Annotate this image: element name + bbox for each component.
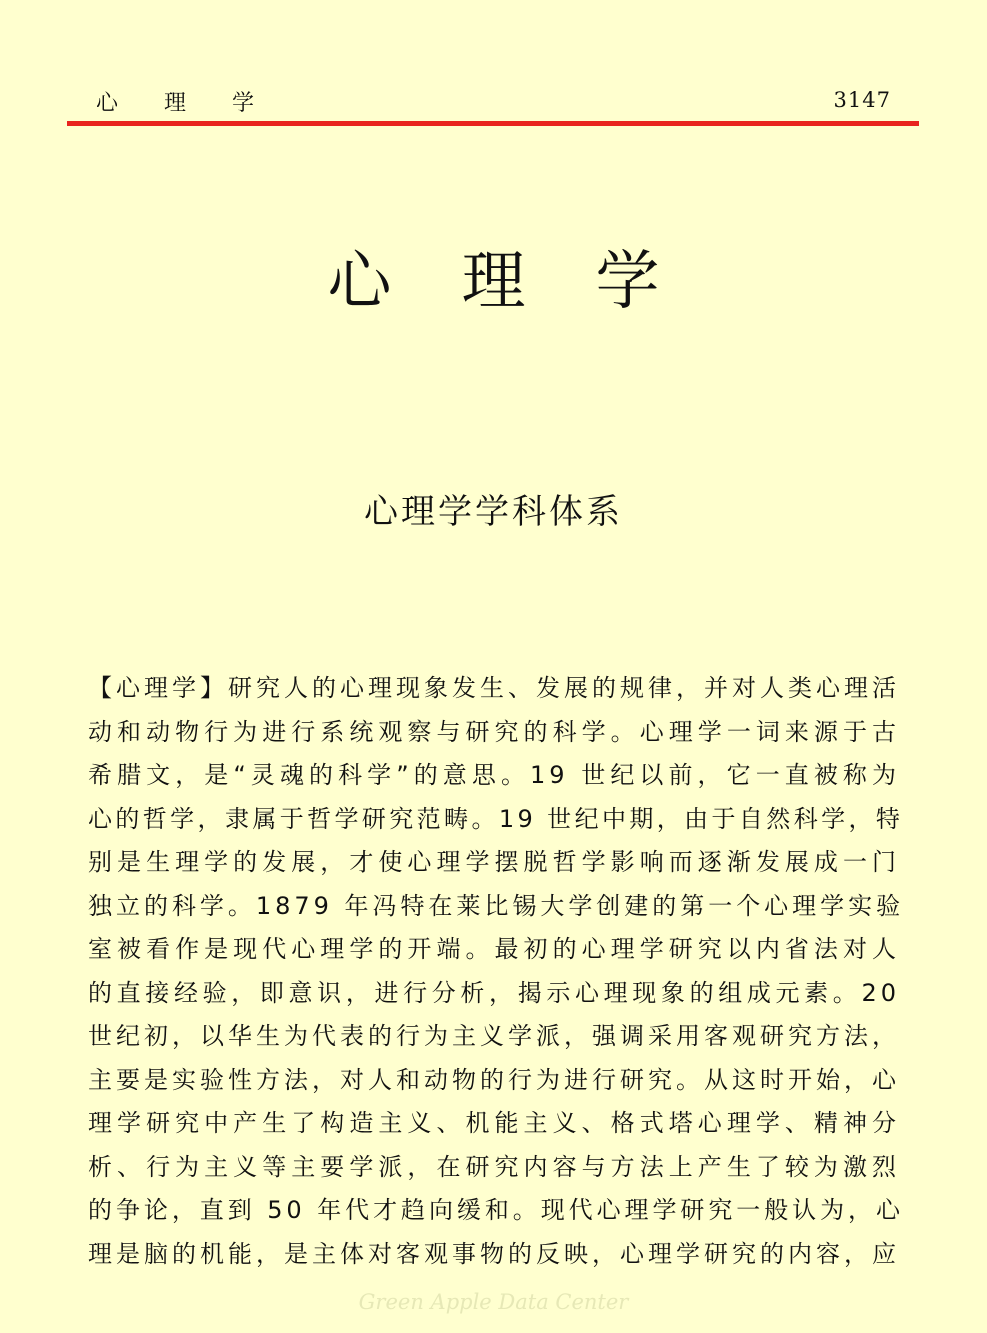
body-line: 心的哲学，隶属于哲学研究范畴。19 世纪中期，由于自然科学，特 — [88, 804, 904, 833]
section-title: 心理学学科体系 — [364, 492, 623, 532]
body-line: 世纪初，以华生为代表的行为主义学派，强调采用客观研究方法， — [88, 1022, 900, 1050]
page-number: 3147 — [833, 88, 891, 112]
body-line: 的争论，直到 50 年代才趋向缓和。现代心理学研究一般认为，心 — [88, 1196, 904, 1224]
body-line: 主要是实验性方法，对人和动物的行为进行研究。从这时开始，心 — [88, 1065, 900, 1094]
running-header — [96, 86, 891, 116]
body-line: 理学研究中产生了构造主义、机能主义、格式塔心理学、精神分 — [88, 1109, 900, 1137]
body-line: 希腊文，是“灵魂的科学”的意思。19 世纪以前，它一直被称为 — [88, 761, 900, 789]
body-line: 【心理学】研究人的心理现象发生、发展的规律，并对人类心理活 — [88, 674, 900, 702]
body-line: 室被看作是现代心理学的开端。最初的心理学研究以内省法对人 — [88, 935, 900, 963]
body-line: 别是生理学的发展，才使心理学摆脱哲学影响而逐渐发展成一门 — [88, 848, 900, 876]
body-line: 理是脑的机能，是主体对客观事物的反映，心理学研究的内容，应 — [88, 1239, 900, 1268]
body-line: 动和动物行为进行系统观察与研究的科学。心理学一词来源于古 — [88, 717, 900, 746]
running-title: 心理学 — [96, 91, 301, 116]
chapter-title: 心理学 — [327, 245, 730, 319]
body-paragraph — [88, 667, 905, 1276]
body-line: 独立的科学。1879 年冯特在莱比锡大学创建的第一个心理学实验 — [88, 891, 905, 920]
watermark: Green Apple Data Center — [358, 1290, 629, 1314]
body-line: 的直接经验，即意识，进行分析，揭示心理现象的组成元素。20 — [88, 978, 900, 1007]
header-rule — [67, 121, 919, 126]
body-line: 析、行为主义等主要学派，在研究内容与方法上产生了较为激烈 — [88, 1152, 900, 1181]
